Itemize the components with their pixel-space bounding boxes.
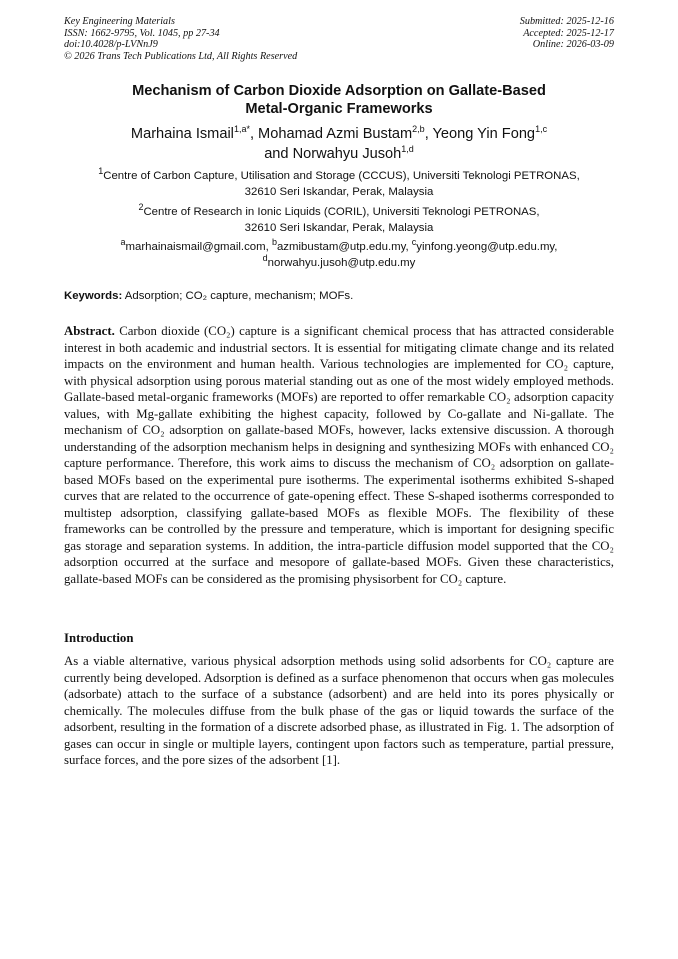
- email-superscript: c: [411, 237, 417, 248]
- journal-name: Key Engineering Materials: [64, 16, 175, 27]
- section-heading-introduction: Introduction: [64, 631, 134, 645]
- email-link[interactable]: marhainaismail@gmail.com,: [125, 241, 272, 253]
- author-name: and Norwahyu Jusoh: [264, 146, 402, 162]
- author-superscript: 2,b: [412, 124, 425, 135]
- author-name: , Mohamad Azmi Bustam: [249, 126, 413, 142]
- doi: doi:10.4028/p-LVNnJ9: [64, 39, 158, 51]
- email-link[interactable]: azmibustam@utp.edu.my,: [276, 241, 412, 253]
- email-link[interactable]: norwahyu.jusoh@utp.edu.my: [267, 257, 416, 269]
- affiliation-2: [64, 204, 614, 236]
- keywords: [64, 289, 614, 303]
- affiliation-1: [64, 168, 614, 200]
- keywords-label: Keywords:: [64, 290, 123, 302]
- author-superscript: 1,d: [401, 144, 414, 155]
- keywords-text: Adsorption; CO₂ capture, mechanism; MOFs.: [122, 290, 354, 302]
- accepted-date: Accepted: 2025-12-17: [523, 27, 614, 39]
- abstract: [64, 323, 614, 587]
- publication-dates: [520, 16, 614, 51]
- paper-title: [64, 82, 614, 118]
- email-superscript: b: [271, 237, 277, 248]
- introduction-paragraph: As a viable alternative, various physical adsorption methods using solid adsorbents for CO₂ capture are currently being developed. Adsorption is defined as a surface phenomenon that occurs when gas molecules (adsorbate) attach to the surface of a substance (adsorbent) and are held into its pores physically or chemically. The molecules diffuse from the bulk phase of the gas or liquid towards the surface of the adsorbent, resulting in the formation of a discrete adsorbed phase, as illustrated in Fig. 1. The adsorption of gases can occur in single or multiple layers, contingent upon factors such as temperature, partial pressure, surface forces, and the pore sizes of the adsorbent [1].: [64, 654, 614, 767]
- title-line-2: Metal-Organic Frameworks: [245, 101, 433, 117]
- affiliation-text: Centre of Carbon Capture, Utilisation and Storage (CCCUS), Universiti Teknologi PETRONAS,: [103, 170, 580, 182]
- copyright: © 2026 Trans Tech Publications Ltd, All Rights Reserved: [64, 50, 298, 62]
- issn: ISSN: 1662-9795, Vol. 1045, pp 27-34: [64, 27, 220, 39]
- author-superscript: 1,c: [535, 124, 548, 135]
- author-name: , Yeong Yin Fong: [424, 126, 536, 142]
- author-superscript: 1,a*: [233, 124, 250, 135]
- affiliation-superscript: 2: [138, 202, 144, 213]
- affiliation-superscript: 1: [98, 166, 104, 177]
- affiliation-text: 32610 Seri Iskandar, Perak, Malaysia: [244, 222, 434, 234]
- title-line-1: Mechanism of Carbon Dioxide Adsorption on Gallate-Based: [132, 83, 546, 99]
- abstract-label: Abstract.: [64, 324, 115, 338]
- abstract-text: Carbon dioxide (CO₂) capture is a significant chemical process that has attracted considerable interest in both academic and industrial sectors. It is essential for mitigating climate change and its related impacts on the environment and human health. Various technologies are implemented for CO₂ capture, with physical adsorption using porous material standing out as one of the most widely employed methods. Gallate-based metal-organic frameworks (MOFs) are reported to offer remarkable CO₂ adsorption capacity values, with Mg-gallate exhibiting the highest capacity, followed by Co-gallate and Ni-gallate. The mechanism of CO₂ adsorption on gallate-based MOFs, however, lacks extensive discussion. A thorough understanding of the adsorption mechanism helps in designing and synthesizing MOFs with enhanced CO₂ capture performance. Therefore, this work aims to discuss the mechanism of CO₂ adsorption on gallate-based MOFs based on the experimental pure isotherms. The experimental isotherms exhibited S-shaped curves that are related to the occurrence of gate-opening effect. These S-shaped isotherms corresponded to multistep adsorption, classifying gallate-based MOFs as flexible MOFs. The flexibility of these frameworks can be controlled by the pressure and temperature, which is important for designing specific gas storage and separation systems. In addition, the intra-particle diffusion model supported that the CO₂ adsorption occurred at the surface and mesopore of gallate-based MOFs. Given these characteristics, gallate-based MOFs can be considered as the promising physisorbent for CO₂ capture.: [64, 324, 614, 586]
- affiliation-text: Centre of Research in Ionic Liquids (CORIL), Universiti Teknologi PETRONAS,: [143, 206, 540, 218]
- submitted-date: Submitted: 2025-12-16: [519, 16, 614, 27]
- affiliation-text: 32610 Seri Iskandar, Perak, Malaysia: [244, 186, 434, 198]
- author-name: Marhaina Ismail: [130, 126, 234, 142]
- online-date: Online: 2026-03-09: [532, 39, 614, 51]
- email-superscript: a: [120, 237, 126, 248]
- author-list: [64, 124, 614, 164]
- author-emails: [64, 239, 614, 271]
- journal-info: [64, 16, 297, 62]
- email-link[interactable]: yinfong.yeong@utp.edu.my,: [416, 241, 558, 253]
- email-superscript: d: [262, 253, 268, 264]
